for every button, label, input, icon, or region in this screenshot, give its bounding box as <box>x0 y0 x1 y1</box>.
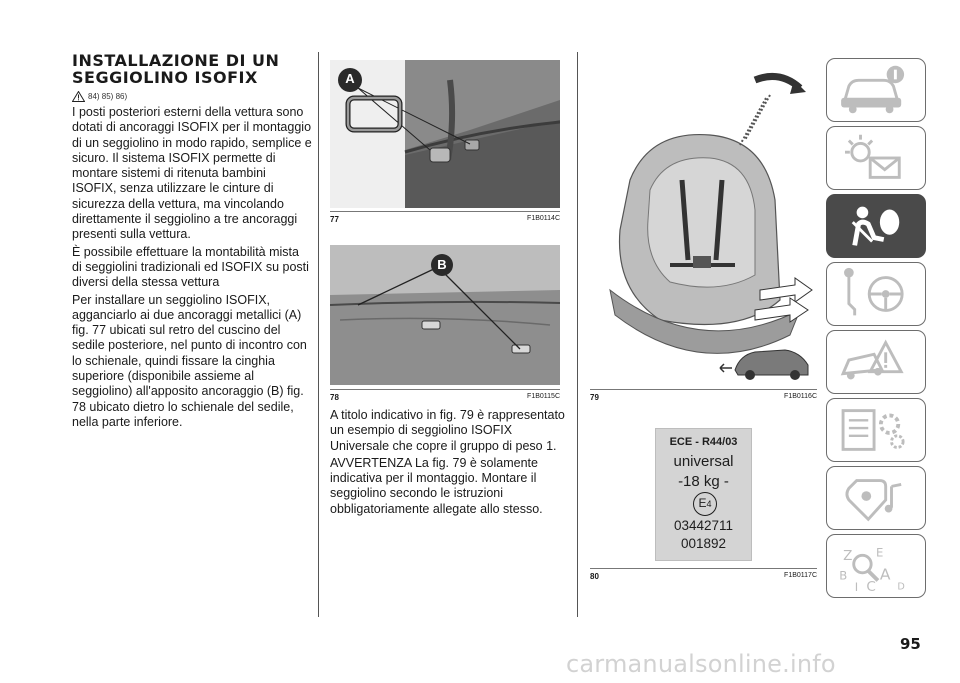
figure-80-approval-label <box>655 428 752 561</box>
warning-triangle-icon <box>72 91 85 102</box>
warning-references: 84) 85) 86) <box>72 91 312 102</box>
left-column <box>72 52 312 430</box>
figure-number: 78 <box>330 393 339 402</box>
paragraph-warning-note: AVVERTENZA La fig. 79 è solamente indicativa per il montaggio. Montare il seggiolino secondo le istruzioni obbligatoriamente allegate allo stesso. <box>330 455 543 516</box>
column-divider <box>318 52 319 617</box>
figure-78-top-tether-anchor <box>330 245 560 385</box>
starting-driving-icon[interactable] <box>826 262 926 326</box>
multimedia-icon[interactable] <box>826 466 926 530</box>
callout-b: B <box>437 257 447 272</box>
svg-text:E: E <box>876 545 884 560</box>
figure-code: F1B0114C <box>527 215 560 222</box>
svg-text:B: B <box>839 568 848 583</box>
emergency-icon[interactable] <box>826 330 926 394</box>
label-approval-number: 03442711 <box>673 518 734 533</box>
figure-code: F1B0116C <box>784 393 817 400</box>
svg-text:Z: Z <box>843 548 853 565</box>
figure-80-caption <box>590 568 817 581</box>
figure-code: F1B0115C <box>527 393 560 400</box>
safety-airbag-icon[interactable] <box>826 194 926 258</box>
label-serial-number: 001892 <box>680 536 727 551</box>
figure-77-caption <box>330 211 560 224</box>
svg-text:I: I <box>854 580 859 595</box>
warning-lights-icon[interactable] <box>826 126 926 190</box>
svg-text:A: A <box>879 565 891 584</box>
paragraph-fig79-example: A titolo indicativo in fig. 79 è rappresentato un esempio di seggiolino ISOFIX Universale che copre il gruppo di peso 1. <box>330 408 565 453</box>
figure-number: 80 <box>590 572 599 581</box>
figure-77-isofix-anchors <box>330 60 560 208</box>
label-weight: -18 kg - <box>678 473 729 490</box>
index-icon[interactable] <box>826 534 926 598</box>
label-regulation: ECE - R44/03 <box>669 436 738 448</box>
column-divider <box>577 52 578 617</box>
section-title: INSTALLAZIONE DI UN SEGGIOLINO ISOFIX <box>72 51 280 87</box>
e-approval-mark: E4 <box>693 492 717 516</box>
callout-a: A <box>345 71 355 86</box>
middle-column-text <box>330 408 565 517</box>
figure-78-caption <box>330 389 560 402</box>
svg-text:D: D <box>897 581 905 593</box>
figure-code: F1B0117C <box>784 572 817 579</box>
watermark: carmanualsonline.info <box>566 650 836 678</box>
figure-79-isofix-child-seat <box>590 60 817 385</box>
figure-number: 79 <box>590 393 599 402</box>
label-category: universal <box>673 453 734 470</box>
maintenance-icon[interactable] <box>826 398 926 462</box>
car-info-icon[interactable] <box>826 58 926 122</box>
paragraph-installation-steps: Per installare un seggiolino ISOFIX, agganciarlo ai due ancoraggi metallici (A) fig. 77 ubicati sul retro del cuscino del sedile posteriore, nel punto di incontro con lo schienale, quindi fissare la cinghia superiore (disponibile assieme al seggiolino) all'apposito ancoraggio (B) fig. 78 ubicato dietro lo schienale del sedile, nella parte inferiore. <box>72 292 307 429</box>
figure-79-caption <box>590 389 817 402</box>
figure-number: 77 <box>330 215 339 224</box>
paragraph-isofix-intro: I posti posteriori esterni della vettura sono dotati di ancoraggi ISOFIX per il montaggio di un seggiolino in modo rapido, semplice e sicuro. Il sistema ISOFIX permette di montare sistemi di ritenuta bambini ISOFIX, senza utilizzare le cinture di sicurezza della vettura, ma vincolando direttamente il seggiolino a tre ancoraggi presenti sulla vettura. <box>72 105 312 242</box>
paragraph-mixed-mounting: È possibile effettuare la montabilità mista di seggiolini tradizionali ed ISOFIX su posti diversi della stessa vettura <box>72 244 309 290</box>
page-number: 95 <box>900 635 921 653</box>
svg-text:C: C <box>866 579 876 596</box>
